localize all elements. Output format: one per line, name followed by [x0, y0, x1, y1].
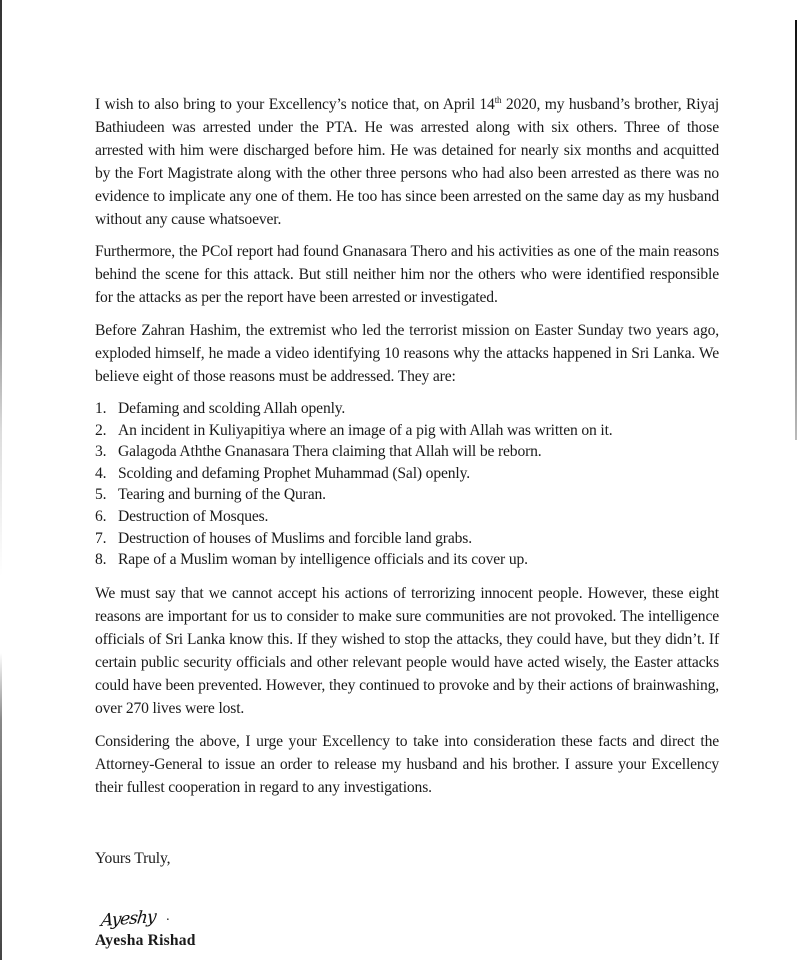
closing-salutation: Yours Truly, [95, 849, 171, 867]
paragraph-intelligence-officials: We must say that we cannot accept his actions of terrorizing innocent people. However, these eight reasons are important for us to consider to make sure communities are not provoked. The intelligence officials of Sri Lanka know this. If they wished to stop the attacks, they could have, but they didn’t. If certain public security officials and other relevant people would have acted wisely, the Easter attacks could have been prevented. However, they continued to provoke and by their actions of brainwashing, over 270 lives were lost. [95, 584, 719, 717]
list-text: Tearing and burning of the Quran. [118, 486, 326, 504]
letter-body [95, 93, 719, 950]
paragraph-text: I wish to also bring to your Excellency’s notice that, on April 14 [95, 96, 495, 113]
list-text: Rape of a Muslim woman by intelligence officials and its cover up. [118, 551, 528, 569]
list-number: 6. [95, 507, 107, 525]
signature-block [95, 908, 719, 950]
list-item [95, 441, 719, 463]
list-text: Defaming and scolding Allah openly. [118, 400, 346, 417]
list-item [95, 420, 719, 442]
list-text: Scolding and defaming Prophet Muhammad (Sal) openly. [118, 464, 470, 482]
list-item [95, 398, 719, 420]
page-right-edge [795, 20, 797, 440]
list-item [95, 549, 719, 571]
list-number: 8. [95, 551, 107, 569]
paragraph-text: 2020, my husband’s brother, Riyaj Bathiudeen was arrested under the PTA. He was arrested along with six others. Three of those arrested with him were discharged before him. He was detained for nearly six months and acquitted by the Fort Magistrate along with the other three persons who had also been arrested as there was no evidence to implicate any one of them. He too has since been arrested on the same day as my husband without any cause whatsoever. [95, 96, 719, 228]
list-item [95, 506, 719, 528]
list-number: 7. [95, 529, 107, 547]
list-number: 2. [95, 421, 107, 439]
page-left-edge [0, 0, 2, 960]
signer-name: Ayesha Rishad [95, 931, 196, 949]
list-text: Destruction of Mosques. [118, 507, 269, 525]
list-number: 4. [95, 464, 107, 482]
ordinal-superscript: th [494, 95, 502, 105]
list-item [95, 463, 719, 485]
reasons-list [95, 398, 719, 571]
paragraph-arrest-of-brother [95, 93, 719, 231]
list-text: Destruction of houses of Muslims and forcible land grabs. [118, 529, 472, 547]
handwritten-signature: Ayeshy [100, 906, 157, 931]
list-text: Galagoda Aththe Gnanasara Thera claiming that Allah will be reborn. [118, 443, 542, 461]
list-number: 5. [95, 486, 107, 504]
list-item [95, 528, 719, 550]
paragraph-zahran-video: Before Zahran Hashim, the extremist who led the terrorist mission on Easter Sunday two years ago, exploded himself, he made a video identifying 10 reasons why the attacks happened in Sri Lanka. We believe eight of those reasons must be addressed. They are: [95, 322, 719, 385]
signature-line [95, 908, 719, 932]
paragraph-request-release: Considering the above, I urge your Excellency to take into consideration these facts and direct the Attorney-General to issue an order to release my husband and his brother. I assure your Excellency their fullest cooperation in regard to any investigations. [95, 732, 719, 796]
list-number: 1. [95, 400, 107, 417]
list-item [95, 484, 719, 506]
signature-dot: · [165, 912, 171, 928]
paragraph-pcoi-report: Furthermore, the PCoI report had found Gnanasara Thero and his activities as one of the main reasons behind the scene for this attack. But still neither him nor the others who were identified responsible for the attacks as per the report have been arrested or investigated. [95, 243, 719, 306]
list-text: An incident in Kuliyapitiya where an image of a pig with Allah was written on it. [118, 421, 613, 439]
list-number: 3. [95, 443, 107, 461]
